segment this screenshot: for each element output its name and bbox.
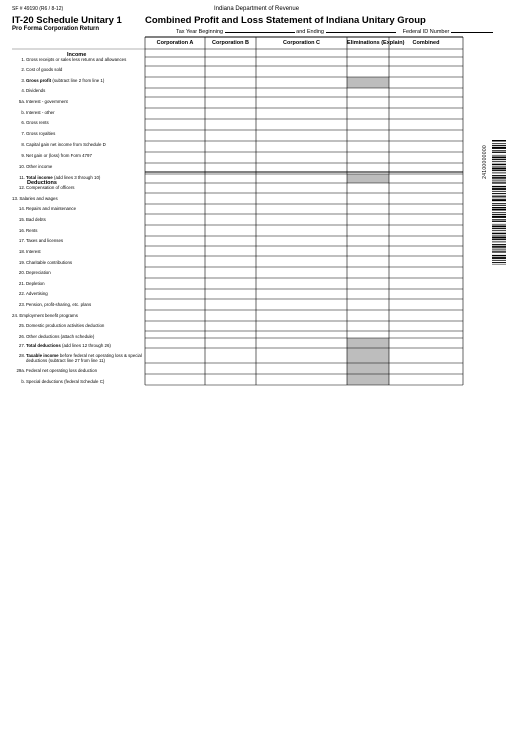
form-subtitle: Pro Forma Corporation Return — [12, 26, 100, 32]
barcode-bar — [492, 155, 506, 156]
federal-id-label: Federal ID Number — [402, 29, 450, 35]
line-number: 25. — [18, 323, 25, 328]
line-label-text: Interest - government — [26, 99, 68, 104]
barcode-bar — [492, 262, 506, 263]
barcode-bar — [492, 150, 506, 151]
line-label-text: Interest - other — [26, 110, 55, 115]
barcode-bar — [492, 209, 506, 211]
barcode-bar — [492, 143, 506, 144]
line-number: 9. — [21, 153, 25, 158]
line-number: 11. — [19, 175, 25, 180]
barcode-bar — [492, 168, 506, 170]
barcode-bar — [492, 207, 506, 208]
line-label-text: Bad debts — [26, 217, 46, 222]
line-label-text: Other deductions (attach schedule) — [26, 334, 95, 339]
barcode-bar — [492, 205, 506, 206]
line-number: 19. — [18, 260, 25, 265]
section-deductions: Deductions — [27, 180, 57, 186]
line-label-text: Taxes and licenses — [26, 238, 64, 243]
line-label-text: Gross receipts or sales less returns and allowances — [26, 57, 127, 62]
department-name: Indiana Department of Revenue — [214, 6, 300, 12]
line-label — [26, 379, 146, 384]
line-label — [26, 368, 146, 373]
line-label-text: Charitable contributions — [26, 260, 73, 265]
line-number: 21. — [18, 281, 25, 286]
barcode-bar — [492, 216, 506, 218]
line-label-text: Other income — [26, 164, 53, 169]
barcode-bar — [492, 214, 506, 215]
line-label-text: Interest — [26, 249, 41, 254]
main-title: Combined Profit and Loss Statement of Indiana Unitary Group — [145, 15, 426, 26]
line-number: 12. — [18, 185, 25, 190]
barcode-bar — [492, 219, 506, 220]
form-number: SF # 49190 (R6 / 8-12) — [12, 6, 64, 12]
line-label-text: (add lines 12 through 26) — [60, 343, 111, 348]
line-label — [26, 302, 146, 307]
barcode-bar — [492, 175, 506, 176]
line-label-text: Compensation of officers — [26, 185, 75, 190]
line-label-text: Federal net operating loss deduction — [26, 368, 98, 373]
line-label — [26, 281, 146, 286]
tax-year-label: Tax Year Beginning — [176, 29, 224, 35]
line-label — [26, 228, 146, 233]
column-header-combined: Combined — [412, 40, 440, 46]
line-label-bold: Taxable income — [26, 353, 59, 358]
section-income: Income — [67, 52, 87, 58]
column-header-corp-b: Corporation B — [212, 40, 249, 46]
line-label-text: Gross rents — [26, 120, 49, 125]
barcode-bar — [492, 246, 506, 248]
barcode-bar — [492, 145, 506, 146]
line-label — [26, 217, 146, 222]
line-number: 8. — [21, 142, 25, 147]
line-label — [26, 249, 146, 254]
line-label — [12, 313, 132, 318]
line-number: 27. — [18, 343, 25, 348]
barcode-bar — [492, 188, 506, 190]
barcode-bar — [492, 161, 506, 162]
barcode-bar — [492, 186, 506, 187]
shaded-cell — [347, 174, 389, 183]
line-number: 18. — [18, 249, 25, 254]
barcode-bar — [492, 257, 506, 259]
barcode-bar — [492, 239, 506, 240]
line-label — [26, 131, 146, 136]
barcode-bar — [492, 203, 506, 204]
barcode-bar — [492, 249, 506, 250]
line-label — [26, 78, 146, 83]
barcode-bar — [492, 199, 506, 201]
barcode-bar — [492, 183, 506, 184]
line-number: 1. — [21, 57, 25, 62]
line-label-text: Gross royalties — [26, 131, 56, 136]
line-number: 26. — [18, 334, 25, 339]
line-label — [26, 88, 146, 93]
line-number: 3. — [21, 78, 25, 83]
barcode-bar — [492, 226, 506, 228]
line-number: 5a. — [18, 99, 25, 104]
line-label — [26, 99, 146, 104]
column-header-eliminations: Eliminations (Explain) — [347, 40, 405, 46]
line-label — [26, 164, 146, 169]
barcode-image — [492, 140, 506, 265]
barcode-bar — [492, 164, 506, 165]
line-number: 16. — [18, 228, 25, 233]
barcode-bar — [492, 228, 506, 229]
line-number: b. — [21, 379, 25, 384]
line-number: 6. — [21, 120, 25, 125]
line-label-text: Advertising — [26, 291, 48, 296]
barcode-bar — [492, 157, 506, 159]
line-number: 29a. — [16, 368, 25, 373]
form-title: IT-20 Schedule Unitary 1 — [12, 15, 122, 26]
line-label — [26, 260, 146, 265]
line-label-text: Net gain or (loss) from Form 4797 — [26, 153, 92, 158]
line-label — [12, 196, 132, 201]
barcode-bar — [492, 251, 506, 252]
barcode-bar — [492, 212, 506, 213]
barcode-bar — [492, 193, 506, 194]
barcode-bar — [492, 140, 506, 142]
barcode-number: 24100000000 — [482, 145, 488, 179]
shaded-cell — [347, 77, 389, 88]
barcode-bar — [492, 233, 506, 234]
barcode-bar — [492, 237, 506, 239]
line-label-text: (subtract line 2 from line 1) — [51, 78, 105, 83]
line-label-text: Cost of goods sold — [26, 67, 63, 72]
line-number: 14. — [18, 206, 25, 211]
line-number: 23. — [18, 302, 25, 307]
line-number: b. — [21, 110, 25, 115]
line-number: 10. — [18, 164, 25, 169]
line-label-bold: Gross profit — [26, 78, 52, 83]
line-label — [26, 153, 146, 158]
line-label — [26, 120, 146, 125]
line-label-text: Repairs and maintenance — [26, 206, 77, 211]
line-label — [26, 175, 146, 180]
barcode-bar — [492, 177, 506, 179]
line-label-text: Depletion — [26, 281, 45, 286]
line-label — [26, 291, 146, 296]
barcode-bar — [492, 235, 506, 236]
line-label — [26, 323, 146, 328]
line-label-bold: Total income — [26, 175, 53, 180]
barcode-bar — [492, 255, 506, 256]
line-label — [26, 185, 146, 190]
line-number: 15. — [18, 217, 25, 222]
line-label — [26, 238, 146, 243]
barcode-bar — [492, 242, 506, 243]
barcode-bar — [492, 260, 506, 261]
line-label-text: Capital gain net income from Schedule D — [26, 142, 106, 147]
and-ending-label: and Ending — [296, 29, 324, 35]
line-label — [26, 110, 146, 115]
line-label — [26, 206, 146, 211]
line-label-text: Dividends — [26, 88, 46, 93]
line-label-text: Depreciation — [26, 270, 51, 275]
barcode-bar — [492, 191, 506, 192]
barcode-bar — [492, 147, 506, 149]
barcode-bar — [492, 173, 506, 174]
barcode-bar — [492, 166, 506, 167]
line-number: 17. — [18, 238, 25, 243]
barcode-bar — [492, 196, 506, 197]
line-label — [26, 334, 146, 339]
line-label-text: Rents — [26, 228, 38, 233]
barcode-bar — [492, 159, 506, 160]
line-label — [26, 57, 146, 62]
barcode-bar — [492, 224, 506, 225]
barcode-bar — [492, 182, 506, 183]
line-label-text: 13. Salaries and wages — [12, 196, 58, 201]
line-number: 4. — [21, 88, 25, 93]
line-label-text: Domestic production activities deduction — [26, 323, 105, 328]
line-label-bold: Total deductions — [26, 343, 61, 348]
line-number: 22. — [18, 291, 25, 296]
line-number: 20. — [18, 270, 25, 275]
barcode-bar — [492, 198, 506, 199]
line-label-text: 24. Employment benefit programs — [12, 313, 78, 318]
line-label — [26, 343, 146, 348]
line-label-text: Pension, profit-sharing, etc. plans — [26, 302, 92, 307]
barcode-bar — [492, 252, 506, 253]
line-number: 28. — [18, 353, 25, 358]
shaded-cell — [347, 338, 389, 363]
barcode-bar — [492, 170, 506, 171]
column-header-corp-c: Corporation C — [283, 40, 320, 46]
barcode-bar — [492, 221, 506, 222]
line-label — [26, 142, 146, 147]
line-label-text: (add lines 3 through 10) — [52, 175, 101, 180]
line-number: 7. — [21, 131, 25, 136]
line-label — [26, 270, 146, 275]
column-header-corp-a: Corporation A — [156, 40, 194, 46]
barcode-bar — [492, 152, 506, 153]
barcode-bar — [492, 180, 506, 181]
line-label-text: Special deductions (federal Schedule C) — [26, 379, 105, 384]
line-label — [26, 353, 146, 363]
line-number: 2. — [21, 67, 25, 72]
line-label-text: before federal net operating loss & special deductions (subtract line 27 from line 11) — [26, 353, 142, 363]
line-label — [26, 67, 146, 72]
barcode-bar — [492, 230, 506, 231]
barcode-bar — [492, 244, 506, 245]
